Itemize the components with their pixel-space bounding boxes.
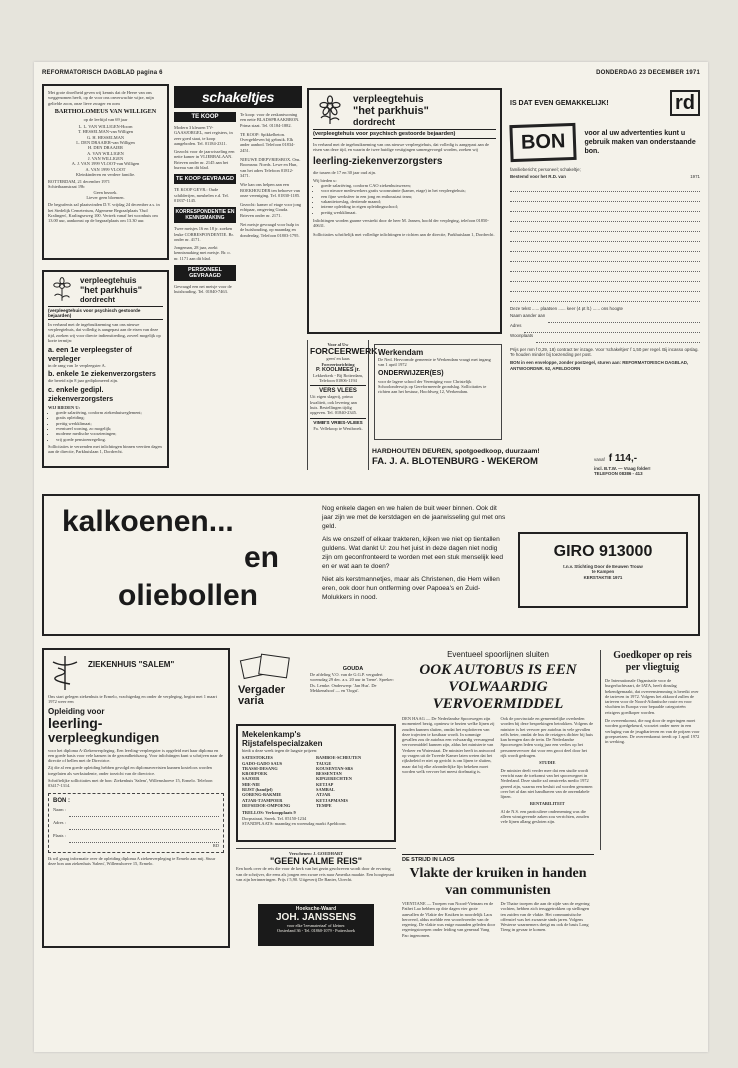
section-te-koop: TE KOOP — [174, 112, 236, 122]
forceerwerk-address: Lekkerkerk - Bij Rotterdam, Telefoon 01806-1194 — [313, 372, 363, 384]
parkhuis-footer: Sollicitaties te verzenden met inlichtingen binnen veertien dagen aan de directie, Parkhuislaan 1, Dordrecht. — [48, 443, 162, 455]
product-item: ATJAR-TJAMPOER — [242, 797, 283, 803]
product-item: KIPGERECHTEN — [316, 776, 352, 782]
obituary-intro: Met grote droefheid geven wij kennis dat de Heere van ons weggenomen heeft, op de voor ons onverwachte wijze, mijn geliefde zoon, onze lieve zwager en oom — [48, 90, 154, 106]
offer-item: • goede salariëring, conform ziekenhuisreglement; — [56, 410, 163, 415]
salem-heading2: verpleegkundigen — [48, 729, 160, 745]
job-desc: die bereid zijn 8 jaar gediplomeerd zijn. — [48, 378, 119, 384]
salem-intro: Ons start gelegen ziekenhuis te Ermelo, vrachtgedag en onder de verpleging, begint met 1 maart 1972 weer een — [48, 694, 217, 705]
newspaper-page — [34, 62, 708, 1052]
offer-item: • prettig werkklimaat; — [56, 421, 163, 426]
vers-vlees-title: VERS VLEES — [319, 388, 357, 395]
werkendam-text: De Ned. Hervormde gemeente te Werkendam vraagt met ingang van 1 april 1972 — [378, 357, 491, 368]
bon-name-field[interactable] — [548, 313, 700, 323]
salem-bon-label: Naam : — [53, 806, 66, 812]
job-title: b. enkele 1e ziekenverzorgsters — [48, 369, 156, 379]
family-member: L. L. VAN WILLIGEN-Hoorn — [78, 124, 133, 130]
kalkoenen-line1: kalkoenen... — [62, 505, 234, 538]
bon-description: voor al uw advertenties kunt u gebruik maken van onderstaande bon. — [584, 130, 696, 155]
vliegtuig-text2: De overeenkomst, die nog door de regeringen moet worden goedgekeurd, voorziet onder meer in een verlaging van de jeugdtarieven en van de prijzen voor groepsreizen. De overeenkomst treedt op 1 april 1972 in werking. — [605, 718, 700, 745]
product-item: ATJAR — [316, 792, 331, 798]
job-desc: in de rang van 1e verpleegster A. — [48, 363, 106, 369]
parkhuis-ad-left — [42, 270, 169, 468]
family-member: A. VAN 1999 VLOOT — [85, 166, 126, 172]
gouda-text: De afdeling V.O. van de G.G.P. vergadert woensdag 29 dec. a.s. 20 uur in 'Irene'. Spreker: Ds. Lemke. Onderwerp: 'Jan Hus'. De Mekkenahoof — en 'Oogst'. — [310, 672, 395, 693]
bon-text-line-field[interactable] — [510, 232, 700, 242]
janssens-address: Oosterland 36 - Tel. 01860-1079 - Puttershoek — [277, 928, 355, 933]
bon-text-line-field[interactable] — [510, 222, 700, 232]
product-item: SATESTOKJES — [242, 755, 273, 761]
janssens-line1: Hoeksche-Waard — [295, 906, 337, 912]
laos-col2: De Thaise troepen die aan de zijde van de regering vochten, hebben zich teruggetrokken op stellingen ten zuiden van de vlakte. Het communistische offensief was het zwaarste sinds jaren. Volgens Westerse waarnemers dreigt nu ook de basis Long Tieng in gevaar te komen. — [500, 901, 590, 933]
laos-kicker: DE STRIJD IN LAOS — [402, 857, 455, 863]
bon-text-line-field[interactable] — [510, 242, 700, 252]
obituary-age: op de leeftijd van 69 jaar — [83, 116, 128, 122]
classified-ad: Twee meisjes 16 en 18 jr. zoeken leuke CORRESPONDENTIE. Br. onder nr. 4171. — [174, 226, 234, 242]
classified-ad: NIEUWE DIEPVRIESBOX. Ons. Boomsmr. Noeds. Lewe en Hun, van het adres Telefoon 01812-3471. — [240, 157, 301, 178]
spoor-col1: DEN HAAG — De Nederlandse Spoorwegen zijn momenteel bezig, opnieuw te bezien welke lijnen zij zouden kunnen sluiten, omdat het exploiteren van deze trajecten te kostbaar wordt. In sommige gevallen zou de autobus een volwaardig vervangend vervoermiddel kunnen zijn, aldus het ministerie van Verkeer en Waterstaat. De minister heeft in antwoord op vragen uit de Tweede Kamer laten weten dat het rijksbeleid er niet op gericht is om lijnen te sluiten, maar dat bij elke afzonderlijke lijn bekeken moet worden welk vervoer het meest doelmatig is. — [402, 716, 496, 774]
bon-word: BON — [509, 123, 577, 162]
parkhuis-intro: In verband met de ingebruikneming van ons nieuwe verpleegtehuis, dat volledig is aangepast aan de eisen van deze tijd, en waarin de twee huidige vestigingen samengevoegd worden, zoeken wij — [313, 142, 489, 153]
obituary-family — [48, 124, 163, 177]
werkendam-desc: voor de lagere school der Vereniging voor Christelijk Schoolonderwijs op Gereformeerde grondslag. Sollicitaties te richten aan het bestuur, Hoofdweg 12, Werkendam. — [378, 378, 487, 395]
gouda-notice — [310, 666, 396, 718]
parkhuis-offer-intro: Wij bieden u: — [313, 177, 337, 183]
parkhuis-offer-list — [48, 410, 163, 442]
bon-footer: BON in een enveloppe, zonder postzegel, sturen aan: REFORMATORISCH DAGBLAD, ANTWOORDNR. 92, APELDOORN — [510, 360, 689, 371]
vliegtuig-article — [600, 650, 700, 850]
family-member: A. VAN WILLIGEN — [87, 150, 124, 156]
product-item: BESSENTAN — [316, 771, 342, 777]
vliegtuig-title: Goedkoper op reis per vliegtuig — [613, 650, 692, 673]
bon-name-label: Naam aander aan — [510, 312, 546, 318]
salem-bon-sign: RD — [212, 842, 219, 848]
bon-text-line-field[interactable] — [510, 182, 700, 192]
salem-bon-title: BON : — [53, 797, 70, 804]
advert-bon-coupon — [510, 90, 700, 410]
parkhuis-ad-top — [307, 88, 502, 334]
offer-item: • gratis opleiding; — [56, 415, 163, 420]
parkhuis-intro: In verband met de ingebruikneming van ons nieuwe verpleegtehuis, dat volledig is aangepast aan de eisen van deze tijd, zoeken wij voor directe indiensttreding, zoveel mogelijk op korte termijn: — [48, 322, 161, 343]
bon-text-line-field[interactable] — [510, 292, 700, 302]
mekelenkamp-hours: TRELLOS: Verkoopplaats 9 — [242, 810, 296, 816]
giro-number: GIRO 913000 — [553, 543, 653, 560]
forceerwerk-title: FORCEERWERK — [310, 346, 378, 357]
parkhuis-jobs — [48, 345, 163, 403]
giro-action: KERSTAKTIE 1971 — [583, 574, 623, 580]
gouda-title: GOUDA — [342, 666, 364, 672]
bon-text-line-field[interactable] — [510, 262, 700, 272]
spoor-subhead2: RENTABILITEIT — [529, 801, 565, 807]
janssens-name: JOH. JANSSENS — [275, 912, 357, 923]
obituary-address: Schietbaanstraat 19b — [48, 184, 85, 190]
parkhuis-offer-intro: WIJ BIEDEN U: — [48, 404, 80, 410]
bon-address-field[interactable] — [524, 323, 700, 333]
bon-writing-lines[interactable] — [510, 182, 700, 302]
product-item: KOUSENTAN-SRS — [316, 765, 354, 771]
laos-col1: VIENTIANE — Troepen van Noord-Vietnam en de Pathet Lao hebben op drie dagen vier grote aanvallen de Vlakte der Kruiken in noordelijk Laos heroverd, aldus meldde een woordvoerder van de regering. De vlakte was enige maanden geleden door regeringstroepen onder leiding van generaal Vang Pao ingenomen. — [402, 901, 496, 938]
mekelenkamp-address: Dorpsstraat, Sneek. Tel. 05150-1234 — [242, 815, 307, 821]
goedhart-intro: Verschenen: J. GOEDHART — [289, 851, 343, 856]
bon-city-label: Woonplaats — [510, 332, 534, 338]
offer-item: • goede salariëring, conform CAO ziekenhuiswezen; — [321, 183, 496, 188]
vliegtuig-text: De Internationale Organisatie voor de burgerluchtvaart, de IATA, heeft dinsdag bekendgemaakt, dat overeenstemming is bereikt over de tarieven in 1972. Volgens het akkoord zullen de tarieven voor de Noord-Atlantische route en voor vluchten in Europa voor bepaalde categorieën reizigers goedkoper worden. — [605, 678, 699, 715]
parkhuis-footer: Sollicitaties schriftelijk met volledige inlichtingen te richten aan de directie, Parkhuislaan 1, Dordrecht. — [313, 231, 495, 237]
spoor-article — [402, 650, 594, 850]
product-item: GORENG-BAKMIE — [242, 792, 282, 798]
deuren-phone: TELEFOON 08386 - 413 — [594, 471, 643, 477]
offer-item: • vrij goede pensioenregeling. — [56, 437, 163, 442]
family-member: L. DEN DRAAIER-van Willigen — [76, 140, 135, 146]
vims-sub: Fa. Vellekoop te Westbroek. — [313, 425, 363, 431]
mekelenkamp-title: Mekelenkamp's — [242, 730, 301, 739]
bon-title: IS DAT EVEN GEMAKKELIJK! — [510, 99, 609, 107]
classified-ad: Gevraagd een net meisje voor de huishouding. Tel. 01840-7463. — [174, 284, 232, 295]
product-item: RIJST (bandjel) — [242, 787, 273, 793]
parkhuis-org: verpleegtehuis — [353, 94, 424, 105]
kalkoenen-line2: en — [244, 541, 280, 574]
page-header-right: DONDERDAG 23 DECEMBER 1971 — [596, 70, 700, 76]
salem-footer: Ik wil graag informatie over de opleiding diploma A ziekenverpleging te Ermelo aan mij. Stuur deze bon aan ziekenhuis 'Salem', Willemshoeve 15, Ermelo. — [48, 855, 216, 867]
obituary-text: De begrafenis zal plaatsvinden D.V. vrijdag 24 december a.s. in het Stedelijk Cemeterium, Algemene Begraafplaats 'Oud Kralingen', Kralingseweg 100. Vertrek vanaf het woonhuis om 13.00 uur, aankomst op de begraafplaats om 13.30 uur. — [48, 202, 160, 224]
salem-bon-label: Adres : — [53, 819, 66, 825]
parkhuis-name: "het parkhuis" — [353, 105, 429, 117]
mekelenkamp-subtitle: Rijstafelspecialzaken — [242, 739, 323, 748]
bon-text-line-field[interactable] — [510, 272, 700, 282]
flower-logo-icon — [48, 277, 76, 303]
obituary-notice — [42, 84, 169, 260]
parkhuis-offer-list — [313, 183, 496, 215]
goedhart-ad — [236, 848, 396, 900]
giro-box — [518, 532, 688, 608]
janssens-line2: voor elke 'leesmateriaal' of kleiner. — [286, 923, 346, 928]
documents-icon — [238, 652, 296, 680]
rd-logo: rd — [670, 90, 700, 116]
parkhuis-contact: Inlichtingen worden gaarne verstrekt door de heer M. Jansen, hoofd der verpleging, telefoon 01850-40631. — [313, 217, 489, 229]
classified-ad: Te koop: voor de zeskantwoning een nette BLADSPRAAKBRON. Prima staat. Tel. 01184-1882. — [240, 112, 300, 128]
salem-bon-label: Plaats : — [53, 832, 66, 838]
offer-item: • voor nieuwe medewerkers gratis woonruimte (kamer, etage) in het verpleegtehuis; — [321, 188, 496, 193]
section-correspondentie: KORRESPONDENTIE EN KENNISMAKING — [175, 209, 235, 222]
parkhuis-name: "het parkhuis" — [80, 285, 143, 295]
salem-bon-field[interactable] — [69, 833, 219, 843]
forceerwerk-small-top: Voor al Uw — [327, 342, 349, 347]
schakeltjes-title: schakeltjes — [174, 86, 302, 108]
staff-of-asclepius-icon — [48, 654, 82, 692]
classified-ad: Gezocht voor de jaarwisseling een nette kamer in VLIERBALAAN. Brieven onder nr. 2145 aan het bureau van dit blad. — [174, 149, 235, 171]
forceerwerk-mid: geen' en kaas — [326, 356, 350, 362]
deuren-ad — [372, 448, 700, 477]
classified-ad: TE KOOP GEVR.: Oude schilderijen, meubelen e.d. Tel. 01837-1145. — [174, 187, 229, 203]
family-member: G. H. HESSELMAN — [86, 134, 125, 140]
deuren-company: FA. J. A. BLOTENBURG - WEKEROM — [372, 456, 538, 467]
product-item: BAMBOE-SCHEUTEN — [316, 755, 362, 761]
spoor-col2c: Al de N.S. een particuliere onderneming was die alleen winstgevende zaken zou verrichten, zouden vele lijnen allang gesloten zijn. — [500, 808, 589, 825]
deuren-price-prefix: vanaf — [594, 457, 605, 462]
salem-details: Zij die al een goede opleiding hebben gevolgd en diplomavereisten kunnen kosteloos worden toegelaten als werkstudente, onder toezicht van de directrice. — [48, 765, 212, 776]
deuren-title: HARDHOUTEN DEUREN, spotgoedkoop, duurzaam! — [372, 448, 540, 455]
werkendam-title: Werkendam — [378, 348, 424, 357]
bon-text-line-field[interactable] — [510, 252, 700, 262]
parkhuis-subtitle: (verpleegtehuis voor psychisch gestoorde bejaarden) — [313, 129, 496, 139]
kalkoenen-p1: Nog enkele dagen en we halen de buit weer binnen. Ook dit jaar zijn we met de kerstdagen en de jaarwisseling gul met ons geld. — [322, 505, 506, 530]
kalkoenen-p3: Niet als kerstmannetjes, maar als Christenen, die Hem willen eren, ook door hun ontferming over Papoea's en Zuid-Molukkers in nood. — [322, 576, 500, 601]
product-item: SAMBAL — [316, 787, 335, 793]
product-item: MIE-NIE — [242, 781, 261, 787]
section-te-koop-gevraagd: TE KOOP GEVRAAGD — [174, 174, 236, 184]
deuren-tax: incl. B.T.W. — Vraag folder! — [594, 466, 651, 471]
vergader-title2: varia — [238, 695, 264, 707]
flower-logo-icon — [313, 96, 347, 126]
product-item: TEMPE — [316, 802, 332, 808]
schakeltjes-section — [174, 86, 302, 470]
kalkoenen-p2: Als we onszelf of elkaar trakteren, kijken we niet op tientallen guldens. Wat dankt U: zou het juist in deze dagen niet nodig zijn om geconfronteerd te worden met een stuk menselijk leed en er wat aan te doen? — [322, 536, 504, 570]
salem-bon[interactable] — [48, 793, 224, 853]
parkhuis-age: die tussen de 17 en 30 jaar oud zijn. — [313, 169, 377, 175]
offer-item: • interne opleiding in eigen opleidingsschool; — [321, 204, 496, 209]
family-member: T. HESSELMAN-van Willigen — [78, 129, 133, 135]
spoor-subhead1: STUDIE — [539, 760, 556, 766]
spoor-col2b: De minister deelt verder mee dat een studie wordt verricht naar de toekomst van het spoorwegnet in Nederland. Deze studie zal omstreeks medio 1972 gereed zijn, waarna een besluit zal worden genomen over het al dan niet handhaven van de onrendabele lijnen. — [500, 767, 593, 800]
parkhuis-heading: leerling-ziekenverzorgsters — [313, 155, 443, 167]
bon-text-line-field[interactable] — [510, 212, 700, 222]
product-item: KETJAP — [316, 781, 334, 787]
parkhuis-city: dordrecht — [80, 295, 116, 304]
salem-opleiding: Opleiding voor — [48, 706, 105, 716]
parkhuis-subtitle: (verpleegtehuis voor psychisch gestoorde bejaarden) — [48, 306, 163, 320]
vergader-title1: Vergader — [238, 684, 286, 696]
goedhart-title: "GEEN KALME REIS" — [269, 856, 363, 867]
janssens-ad — [258, 904, 374, 946]
spoor-col2: Ook de provinciale en gemeentelijke overheden worden bij deze besprekingen betrokken. Volgens de minister is het vervoer per autobus in vele gevallen zelfs beter, omdat de bus de reizigers dichter bij huis kan brengen dan de trein. De Nederlandse Spoorwegen leden vorig jaar een verlies op het personenvervoer dat voor een groot deel door het rijk wordt gedragen. — [500, 716, 594, 759]
bon-city-field[interactable] — [536, 333, 700, 343]
classified-ad: TE KOOP: Spikkelbeton. Overgebleven bij gebruik. Elk ander aanbod. Telefoon 01834-2451. — [240, 131, 295, 153]
product-item: GADO-GADO SAUS — [242, 760, 283, 766]
salem-heading1: leerling- — [48, 714, 103, 731]
bon-text-line-field[interactable] — [510, 202, 700, 212]
bon-year: 1971 — [690, 174, 700, 180]
laos-headline: Vlakte der kruiken in handen van communisten — [409, 866, 587, 898]
bon-categories: familiebericht; personeel; schakeltje; — [510, 167, 581, 172]
family-member: Kleinkinderen en verdere familie. — [75, 171, 136, 177]
obituary-note1: Geen bezoek. — [93, 189, 118, 195]
forceerwerk-ad — [307, 340, 378, 470]
werkendam-ad — [374, 344, 502, 440]
family-member: H. DEN DRAAIER — [87, 145, 123, 151]
spoor-headline: OOK AUTOBUS IS EEN VOLWAARDIG VERVOERMIDDEL — [419, 662, 577, 712]
forceerwerk-sub: Forceerinrichting — [321, 361, 355, 367]
deuren-price: f 114,- — [608, 453, 638, 464]
parkhuis-org: verpleegtehuis — [80, 276, 137, 285]
obituary-name: BARTHOLOMEUS VAN WILLIGEN — [54, 107, 157, 115]
offer-item: • een fijne werksfeer in een jong en enthousiast team; — [321, 194, 496, 199]
classified-ad: Gezocht: kamer of etage voor jong echtpaar, omgeving Gouda. Brieven onder nr. 2171. — [240, 202, 302, 218]
obituary-note2: Liever geen bloemen. — [86, 195, 125, 201]
product-item: KETJAPMANIS — [316, 797, 348, 803]
vers-vlees-text: Uit eigen slagerij, prima kwaliteit, ook levering aan huis. Bestellingen tijdig opgeven. Tel. 01840-2345. — [310, 394, 358, 416]
spoor-kicker: Eventueel spoorlijnen sluiten — [447, 650, 549, 659]
offer-item: • moderne medische voorzieningen; — [56, 431, 163, 436]
werkendam-heading: ONDERWIJZER(ES) — [378, 369, 444, 377]
offer-item: • vakantietoeslag, dertiende maand; — [321, 199, 496, 204]
page-header-left: REFORMATORISCH DAGBLAD pagina 6 — [42, 70, 163, 76]
salem-body: voor het diploma A-Ziekenverpleging. Een leerling-verpleegster is opgeleid met haar diploma en een goede basis voor vele kansen in de gezondheidszorg. Voor inlichtingen kunt u schrijven naar de directie of bellen met de Directrice. — [48, 747, 223, 764]
family-member: J. VAN WILLIGEN — [87, 155, 124, 161]
kalkoenen-ad — [42, 494, 700, 636]
offer-item: • eventueel woning, zo mogelijk; — [56, 426, 163, 431]
vims-title: VIMB'S VRIES-VLEES — [313, 420, 363, 426]
mekelenkamp-desc: biedt u deze week tegen de laagste prijzen: — [242, 748, 318, 753]
family-member: A. J. VAN 1999 VLOOT-van Willigen — [71, 161, 140, 167]
bon-placement-label: Bestemd voor het R.D. van — [510, 174, 566, 180]
bon-text-line: Deze tekst ...... plaatsen ...... keer (4 pt lt.) ...... ons hoogte — [510, 305, 623, 311]
product-item: SAJOER — [242, 776, 260, 782]
laos-article — [402, 854, 594, 992]
bon-text-line-field[interactable] — [510, 282, 700, 292]
classified-ad: Jongeman, 28 jaar, zoekt kennismaking met meisje. Br. o. nr. 1171 aan dit blad. — [174, 245, 231, 261]
salem-title: ZIEKENHUIS "SALEM" — [88, 660, 175, 669]
product-item: DEFSEDOE-OMPOENG — [242, 802, 291, 808]
job-title: c. enkele gedipl. ziekenverzorgsters — [48, 384, 114, 403]
vergader-varia — [238, 652, 304, 712]
salem-bon-field[interactable] — [69, 820, 219, 830]
salem-ad — [42, 648, 230, 948]
obituary-place: ROTTERDAM, 21 december 1971 — [48, 179, 110, 185]
bon-address-label: Adres — [510, 322, 522, 328]
job-title: a. een 1e verpleegster of verpleger — [48, 345, 132, 364]
section-personeel-gevraagd: PERSONEEL GEVRAAGD — [174, 265, 236, 281]
salem-bon-field[interactable] — [69, 807, 219, 817]
giro-city: te Kampen — [591, 569, 615, 575]
salem-contact: Schriftelijke sollicitaties met de bon: Ziekenhuis 'Salem', Willemshoeve 15, Ermelo. Telefoon 03417-1314. — [48, 778, 213, 789]
mekelenkamp-ad — [236, 724, 396, 842]
forceerwerk-company: P. KOOLMEES jr. — [316, 366, 360, 373]
product-item: TRASSI-DESANG — [242, 765, 278, 771]
offer-item: • prettig werkklimaat. — [321, 210, 496, 215]
product-item: KROEPOEK — [242, 771, 268, 777]
giro-sub: t.n.v. Stichting Door de Eeuwen Trouw — [563, 564, 643, 569]
product-item: TAUGE — [316, 760, 332, 766]
bon-price-text: Prijs per mm f 0,29, 18) contract ter inzage. Voor 'schakeltjes' f 1,50 per regel. Bij incasso opslag. Te houden minder bij toezending per post. — [510, 346, 699, 358]
parkhuis-city: dordrecht — [353, 117, 396, 127]
kalkoenen-line3: oliebollen — [118, 579, 259, 612]
classified-ad: Net meisje gevraagd voor hulp in de huishouding, op maandag en donderdag. Telefoon 01803-1795. — [240, 222, 300, 238]
goedhart-text: Een boek over de reis die voor de kerk van het gezin geschreven wordt door de ervaring van de schrijver, die eens als jongen een zware reis naar Amerika maakte. Een hoogtepunt van zijn herinneringen. Prijs f 5,90. Uitgeverij De Banier, Utrecht. — [236, 866, 395, 882]
classified-ad: Modern 3 kleuren TV-GAASJORGEL, met registers, in zeer goed staat, te koop aangeboden. Tel. 01184-2311. — [174, 125, 233, 146]
classified-ad: Wie kan ons helpen aan een BOEKHOUDER ten behoeve van onze vereniging. Tel. 01830-1185. — [240, 182, 301, 198]
mekelenkamp-note: STANDPLAATS: maandag en woensdag markt Apeldoorn. — [242, 820, 347, 826]
bon-text-line-field[interactable] — [510, 192, 700, 202]
